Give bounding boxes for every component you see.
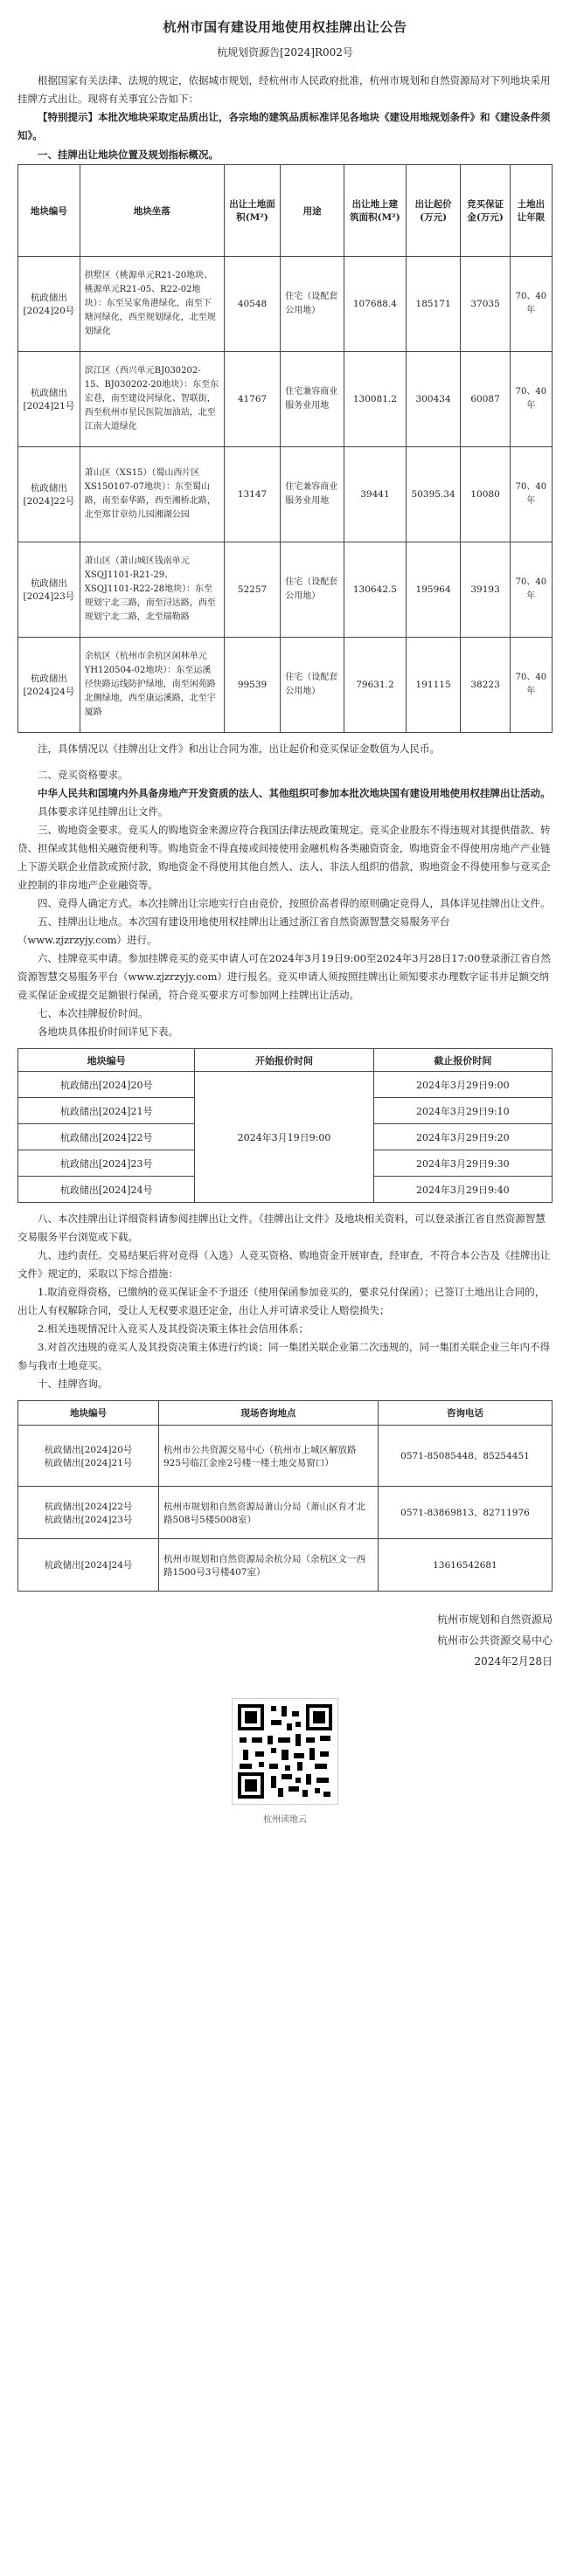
cell-area: 99539: [224, 638, 281, 733]
table-row: [18, 1539, 553, 1592]
cell-floor-area: 39441: [344, 447, 407, 542]
cell-parcel-id: [18, 1487, 159, 1539]
section-8: 八、本次挂牌出让详细资料请参阅挂牌出让文件。《挂牌出让文件》及地块相关资料，可以登录浙江省自然资源智慧交易服务平台浏览或下载。: [17, 1212, 546, 1243]
cell-deposit: 39193: [461, 542, 510, 638]
cell-area: 41767: [224, 352, 281, 447]
table-row: [18, 447, 553, 542]
consult-table: [17, 1400, 553, 1592]
cell-parcel-id: 杭政储出[2024]20号: [18, 1072, 195, 1098]
page-title: 杭州市国有建设用地使用权挂牌出让公告: [163, 19, 407, 35]
col-start-time: 开始报价时间: [195, 1049, 373, 1072]
table-row: [18, 1487, 553, 1539]
qr-code-icon: [232, 1698, 338, 1805]
cell-parcel-id: 杭政储出[2024]20号: [18, 257, 80, 352]
col-location: 地块坐落: [80, 165, 224, 257]
cell-use: 住宅（设配套公用地）: [281, 542, 344, 638]
cell-parcel-id: 杭政储出[2024]24号: [18, 638, 80, 733]
cell-parcel-id: 杭政储出[2024]21号: [18, 1098, 195, 1124]
table-row: [18, 352, 553, 447]
cell-start-price: 195964: [406, 542, 461, 638]
cell-location: 滨江区（西兴单元BJ030202-15、BJ030202-20地块）：东至东宏巷，南至建设河绿化、智联街，西至杭州市星民医院加油站，北至江南大道绿化: [80, 352, 224, 447]
cell-parcel-id: [18, 1426, 159, 1487]
table-row: [18, 1072, 553, 1098]
cell-term: 70、40年: [510, 257, 552, 352]
col-floor-area: 出让地上建筑面积(M²): [344, 165, 407, 257]
bid-time-table: [17, 1048, 553, 1203]
section-9: 九、违约责任。交易结果后将对竞得（入选）人竞买资格、购地资金开展审查，经审查，不符合本公告及《挂牌出让文件》规定的，采取以下综合措施：: [17, 1249, 551, 1280]
cell-parcel-id: 杭政储出[2024]23号: [18, 542, 80, 638]
cell-parcel-id: [18, 1539, 159, 1592]
cell-end-time: 2024年3月29日9:00: [373, 1072, 552, 1098]
parcel-table: [17, 164, 553, 733]
col-term: 土地出让年限: [510, 165, 552, 257]
cell-area: 13147: [224, 447, 281, 542]
cell-start-price: 191115: [406, 638, 461, 733]
cell-floor-area: 130642.5: [344, 542, 407, 638]
cell-parcel-id: 杭政储出[2024]22号: [18, 1124, 195, 1150]
cell-use: 住宅兼容商业服务业用地: [281, 447, 344, 542]
cell-location: 拱墅区（桃源单元R21-20地块、桃源单元R21-05、R22-02地块）：东至吴家角港绿化，南至下塘河绿化，西至规划绿化，北至规划绿化: [80, 257, 224, 352]
cell-end-time: 2024年3月29日9:30: [373, 1150, 552, 1177]
table-note: 注，具体情况以《挂牌出让文件》和出让合同为准，出让起价和竞买保证金数值为人民币。: [38, 742, 440, 755]
cell-location: 萧山区（萧山城区钱南单元XSQJ1101-R21-29、XSQJ1101-R22-28地块）：东至规划宁北三路，南至浔达路，西至规划宁北二路，北至瑞勒路: [80, 542, 224, 638]
qr-caption: 杭州读地云: [263, 1815, 307, 1825]
cell-consult-phone: 0571-85085448、85254451: [379, 1426, 553, 1487]
cell-consult-place: 杭州市规划和自然资源局萧山分局（萧山区育才北路508号5楼5008室）: [159, 1487, 379, 1539]
col-parcel-id: 地块编号: [18, 165, 80, 257]
section-2-text: 中华人民共和国境内外具备房地产开发资质的法人、其他组织可参加本批次地块国有建设用地使用权挂牌出让活动。: [38, 787, 551, 799]
cell-start-price: 300434: [406, 352, 461, 447]
cell-end-time: 2024年3月29日9:10: [373, 1098, 552, 1124]
document-number: 杭规划资源告[2024]R002号: [217, 46, 353, 59]
intro-paragraph: 根据国家有关法律、法规的规定，依据城市规划，经杭州市人民政府批准，杭州市规划和自然资源局对下列地块采用挂牌方式出让。现将有关事宜公告如下：: [17, 74, 551, 105]
cell-consult-place: 杭州市公共资源交易中心（杭州市上城区解放路925号临江金座2号楼一楼土地交易窗口）: [159, 1426, 379, 1487]
cell-use: 住宅兼容商业服务业用地: [281, 352, 344, 447]
cell-use: 住宅（设配套公用地）: [281, 638, 344, 733]
cell-parcel-id: 杭政储出[2024]24号: [18, 1177, 195, 1203]
cell-floor-area: 107688.4: [344, 257, 407, 352]
cell-deposit: 37035: [461, 257, 510, 352]
cell-floor-area: 79631.2: [344, 638, 407, 733]
parcel-table-header: [18, 165, 553, 257]
section-9-item-1: 1.取消竞得资格，已缴纳的竞买保证金不予退还（使用保函参加竞买的，要求兑付保函）；已签订土地出让合同的，出让人有权解除合同，受让人无权要求退还定金，出让人并可请求受让人赔偿损失；: [17, 1286, 546, 1316]
parcel-id-text: 杭政储出[2024]21号: [44, 1457, 133, 1468]
cell-consult-phone: 0571-83869813、82711976: [379, 1487, 553, 1539]
col-deposit: 竞买保证金(万元): [461, 165, 510, 257]
section-1-title: 一、挂牌出让地块位置及规划指标概况。: [38, 148, 219, 161]
cell-start-price: 50395.34: [406, 447, 461, 542]
table-row: [18, 257, 553, 352]
col-consult-phone: 咨询电话: [379, 1401, 553, 1426]
col-use: 用途: [281, 165, 344, 257]
cell-end-time: 2024年3月29日9:20: [373, 1124, 552, 1150]
parcel-id-text: 杭政储出[2024]22号: [44, 1501, 133, 1512]
col-consult-place: 现场咨询地点: [159, 1401, 379, 1426]
cell-consult-phone: 13616542681: [379, 1539, 553, 1592]
cell-end-time: 2024年3月29日9:40: [373, 1177, 552, 1203]
cell-term: 70、40年: [510, 352, 552, 447]
col-area: 出让土地面积(M²): [224, 165, 281, 257]
col-end-time: 截止报价时间: [373, 1049, 552, 1072]
section-6: 六、挂牌竞买申请。参加挂牌竞买的竞买申请人可在2024年3月19日9:00至2024年3月28日17:00登录浙江省自然资源智慧交易服务平台（www.zjzrzyjy.com）进行报名。竞买申请人须按照挂牌出让须知要求办理数字证书并足额交纳竞买保证金或提交足额银行保函，符合竞买要求方可参加网上挂牌出让活动。: [17, 952, 551, 1001]
cell-location: 余杭区（杭州市余杭区闲林单元YH120504-02地块）：东至运溪径快路运线防护绿地，南至闲苑路北侧绿地，西至康运溪路，北至宇厦路: [80, 638, 224, 733]
parcel-id-text: 杭政储出[2024]24号: [44, 1560, 133, 1571]
cell-parcel-id: 杭政储出[2024]21号: [18, 352, 80, 447]
cell-parcel-id: 杭政储出[2024]23号: [18, 1150, 195, 1177]
section-7-subtitle: 各地块具体报价时间详见下表。: [38, 1026, 178, 1038]
parcel-id-text: 杭政储出[2024]20号: [44, 1444, 133, 1455]
table-row: [18, 638, 553, 733]
cell-start-time: 2024年3月19日9:00: [195, 1072, 373, 1203]
section-3: 三、购地资金要求。竞买人的购地资金来源应符合我国法律法规政策规定。竞买企业股东不得违规对其提供借款、转贷、担保或其他相关融资便利等。购地资金不得直接或间接使用金融机构各类融资资金，购地资金不得使用房地产产业链上下游关联企业借款或预付款，购地资金不得使用其他自然人、法人、非法人组织的借款，购地资金不得使用参与竞买企业控制的非房地产企业融资等。: [17, 824, 551, 891]
table-row: [18, 542, 553, 638]
cell-area: 40548: [224, 257, 281, 352]
section-2-title: 二、竞买资格要求。: [38, 769, 129, 781]
cell-deposit: 10080: [461, 447, 510, 542]
section-7-title: 七、本次挂牌报价时间。: [38, 1007, 149, 1019]
cell-term: 70、40年: [510, 542, 552, 638]
section-9-item-2: 2.相关违规情况计入竞买人及其投资决策主体社会信用体系；: [38, 1323, 309, 1335]
cell-deposit: 60087: [461, 352, 510, 447]
section-4: 四、竞得人确定方式。本次挂牌出让宗地实行自由竞价，按照价高者得的原则确定竞得人，具体详见挂牌出让文件。: [38, 897, 551, 909]
cell-term: 70、40年: [510, 638, 552, 733]
cell-deposit: 38223: [461, 638, 510, 733]
cell-start-price: 185171: [406, 257, 461, 352]
table-row: [18, 1426, 553, 1487]
parcel-id-text: 杭政储出[2024]23号: [44, 1514, 133, 1525]
cell-area: 52257: [224, 542, 281, 638]
announcement-page: [17, 0, 553, 1825]
col-parcel-id: 地块编号: [18, 1401, 159, 1426]
section-5: 五、挂牌出让地点。本次国有建设用地使用权挂牌出让通过浙江省自然资源智慧交易服务平台（www.zjzrzyjy.com）进行。: [17, 915, 450, 946]
cell-floor-area: 130081.2: [344, 352, 407, 447]
section-10-title: 十、挂牌咨询。: [38, 1378, 108, 1390]
cell-location: 萧山区（XS15）（蜀山西片区XS150107-07地块）：东至蜀山路，南至泰华路，西至湘桥北路，北至郑甘章幼儿园湘湖公园: [80, 447, 224, 542]
signature-date: 2024年2月28日: [474, 1655, 553, 1668]
special-notice: 【特别提示】本批次地块采取定品质出让，各宗地的建筑品质标准详见各地块《建设用地规划条件》和《建设条件须知》。: [17, 111, 551, 142]
signature-block: [17, 1609, 553, 1672]
col-start-price: 出让起价(万元): [406, 165, 461, 257]
signature-org-1: 杭州市规划和自然资源局: [436, 1613, 553, 1626]
col-parcel-id: 地块编号: [18, 1049, 195, 1072]
section-9-item-3: 3.对首次违规的竞买人及其投资决策主体进行约谈；同一集团关联企业第二次违规的，同一集团关联企业三年内不得参与我市土地竞买。: [17, 1341, 550, 1371]
cell-term: 70、40年: [510, 447, 552, 542]
cell-parcel-id: 杭政储出[2024]22号: [18, 447, 80, 542]
cell-use: 住宅（设配套公用地）: [281, 257, 344, 352]
section-2-text2: 具体要求详见挂牌出让文件。: [38, 805, 169, 818]
cell-consult-place: 杭州市规划和自然资源局余杭分局（余杭区文一西路1500号3号楼407室）: [159, 1539, 379, 1592]
signature-org-2: 杭州市公共资源交易中心: [436, 1634, 553, 1647]
